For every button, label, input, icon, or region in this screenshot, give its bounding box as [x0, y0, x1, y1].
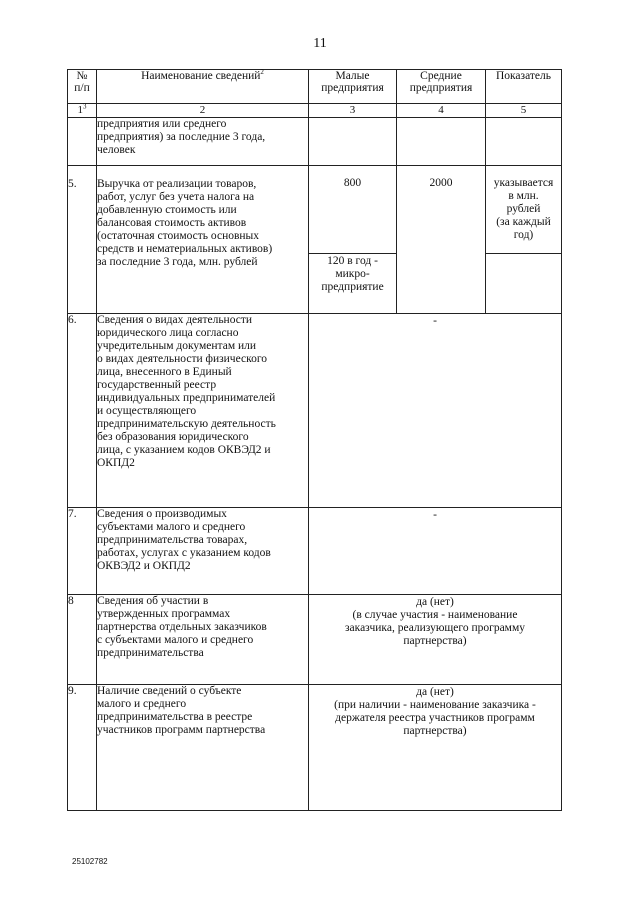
header-num-label: № п/п — [74, 70, 90, 94]
row-5-small: 800 — [309, 166, 397, 254]
header-name — [97, 70, 309, 104]
row-9-num: 9. — [68, 685, 97, 811]
document-code: 25102782 — [72, 857, 108, 866]
colnum-4: 4 — [397, 104, 486, 118]
row-7-value: - — [309, 508, 562, 595]
header-name-label: Наименование сведений — [141, 70, 261, 82]
header-indicator — [486, 70, 562, 104]
row-9-value: да (нет) (при наличии - наименование заказчика - держателя реестра участников программ партнерства) — [309, 685, 562, 811]
header-name-footnote: 2 — [260, 68, 264, 77]
row-7-name: Сведения о производимых субъектами малого и среднего предпринимательства товарах, работах, услугах с указанием кодов ОКВЭД2 и ОКПД2 — [97, 508, 309, 595]
row-5-medium: 2000 — [397, 166, 486, 314]
colnum-5: 5 — [486, 104, 562, 118]
row-6-value: - — [309, 314, 562, 508]
column-numbers-row — [68, 104, 562, 118]
row-8-name: Сведения об участии в утвержденных программах партнерства отдельных заказчиков с субъектами малого и среднего предпринимательства — [97, 595, 309, 685]
row-continuation-name: предприятия или среднего предприятия) за последние 3 года, человек — [97, 118, 309, 166]
row-5-num: 5. — [68, 166, 97, 314]
colnum-3: 3 — [309, 104, 397, 118]
row-continuation-medium — [397, 118, 486, 166]
colnum-1 — [68, 104, 97, 118]
row-continuation-num — [68, 118, 97, 166]
header-num — [68, 70, 97, 104]
colnum-2: 2 — [97, 104, 309, 118]
row-continuation-small — [309, 118, 397, 166]
header-small-label: Малые предприятия — [321, 70, 384, 94]
table-row — [68, 314, 562, 508]
information-table — [67, 69, 562, 811]
row-8-value: да (нет) (в случае участия - наименование заказчика, реализующего программу партнерства) — [309, 595, 562, 685]
header-medium-label: Средние предприятия — [409, 70, 473, 94]
row-5-small-micro: 120 в год - микро- предприятие — [309, 254, 397, 314]
table-row — [68, 166, 562, 254]
table-header-row — [68, 70, 562, 104]
row-5-indicator-empty — [486, 254, 562, 314]
row-7-num: 7. — [68, 508, 97, 595]
colnum-1-footnote: 3 — [83, 102, 87, 111]
row-continuation-indicator — [486, 118, 562, 166]
page-number: 11 — [313, 36, 327, 51]
table-row — [68, 508, 562, 595]
row-6-num: 6. — [68, 314, 97, 508]
table-row — [68, 118, 562, 166]
row-8-num: 8 — [68, 595, 97, 685]
header-medium — [397, 70, 486, 104]
colnum-1-label: 1 — [77, 104, 83, 116]
header-indicator-label: Показатель — [495, 70, 552, 82]
row-5-name: Выручка от реализации товаров, работ, услуг без учета налога на добавленную стоимость или балансовая стоимость активов (остаточная стоимость основных средств и нематериальных активов) за последние 3 года, млн. рублей — [97, 166, 309, 314]
row-6-name: Сведения о видах деятельности юридического лица согласно учредительным документам или о видах деятельности физического лица, внесенного в Единый государственный реестр индивидуальных предпринимателей и осуществляющего предпринимательскую деятельность без образования юридического лица, с указанием кодов ОКВЭД2 и ОКПД2 — [97, 314, 309, 508]
header-small — [309, 70, 397, 104]
table-row — [68, 685, 562, 811]
row-9-name: Наличие сведений о субъекте малого и среднего предпринимательства в реестре участников программ партнерства — [97, 685, 309, 811]
row-5-indicator: указывается в млн. рублей (за каждый год) — [486, 166, 562, 254]
table-row — [68, 595, 562, 685]
